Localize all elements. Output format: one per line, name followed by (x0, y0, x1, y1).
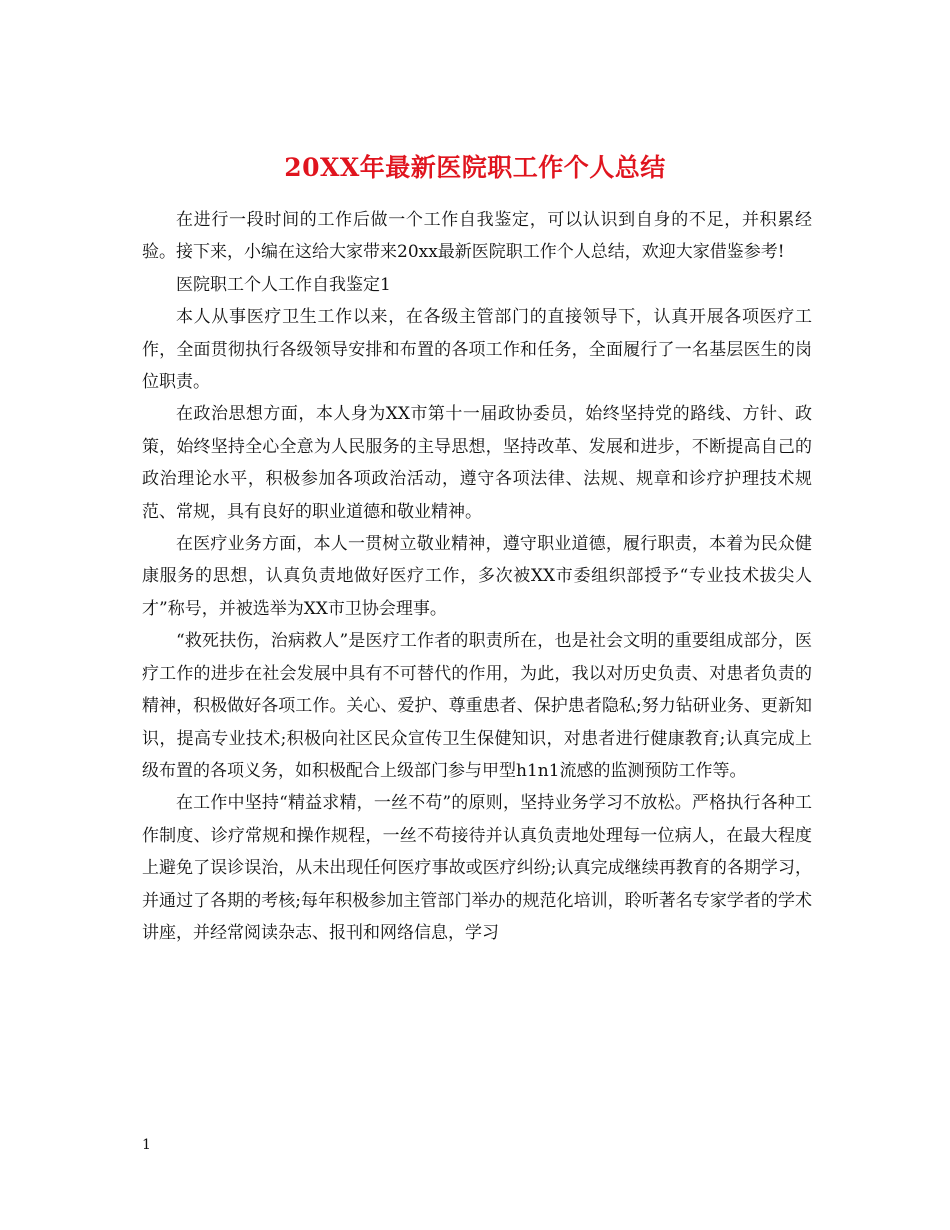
body-paragraph: 在医疗业务方面，本人一贯树立敬业精神，遵守职业道德，履行职责，本着为民众健康服务的思想，认真负责地做好医疗工作，多次被XX市委组织部授予“专业技术拔尖人才”称号，并被选举为XX市卫协会理事。 (142, 534, 812, 619)
intro-paragraph: 在进行一段时间的工作后做一个工作自我鉴定，可以认识到自身的不足，并积累经验。接下来，小编在这给大家带来20xx最新医院职工作个人总结，欢迎大家借鉴参考! (142, 210, 812, 263)
section-heading: 医院职工个人工作自我鉴定1 (176, 274, 391, 295)
page-number: 1 (142, 1137, 151, 1153)
document-body (142, 204, 812, 949)
body-paragraph: 本人从事医疗卫生工作以来，在各级主管部门的直接领导下，认真开展各项医疗工作，全面贯彻执行各级领导安排和布置的各项工作和任务，全面履行了一名基层医生的岗位职责。 (142, 307, 812, 393)
document-title: 20XX年最新医院职工作个人总结 (284, 152, 666, 182)
body-paragraph: 在工作中坚持“精益求精，一丝不苟”的原则，坚持业务学习不放松。严格执行各种工作制度、诊疗常规和操作规程，一丝不苟接待并认真负责地处理每一位病人，在最大程度上避免了误诊误治，从未出现任何医疗事故或医疗纠纷;认真完成继续再教育的各期学习，并通过了各期的考核;每年积极参加主管部门举办的规范化培训，聆听著名专家学者的学术讲座，并经常阅读杂志、报刊和网络信息，学习 (142, 793, 812, 943)
body-paragraph: 在政治思想方面，本人身为XX市第十一届政协委员，始终坚持党的路线、方针、政策，始终坚持全心全意为人民服务的主导思想，坚持改革、发展和进步，不断提高自己的政治理论水平，积极参加各项政治活动，遵守各项法律、法规、规章和诊疗护理技术规范、常规，具有良好的职业道德和敬业精神。 (142, 404, 812, 522)
body-paragraph: “救死扶伤，治病救人”是医疗工作者的职责所在，也是社会文明的重要组成部分，医疗工作的进步在社会发展中具有不可替代的作用，为此，我以对历史负责、对患者负责的精神，积极做好各项工作。关心、爱护、尊重患者、保护患者隐私;努力钻研业务、更新知识，提高专业技术;积极向社区民众宣传卫生保健知识，对患者进行健康教育;认真完成上级布置的各项义务，如积极配合上级部门参与甲型h1n1流感的监测预防工作等。 (142, 631, 812, 781)
